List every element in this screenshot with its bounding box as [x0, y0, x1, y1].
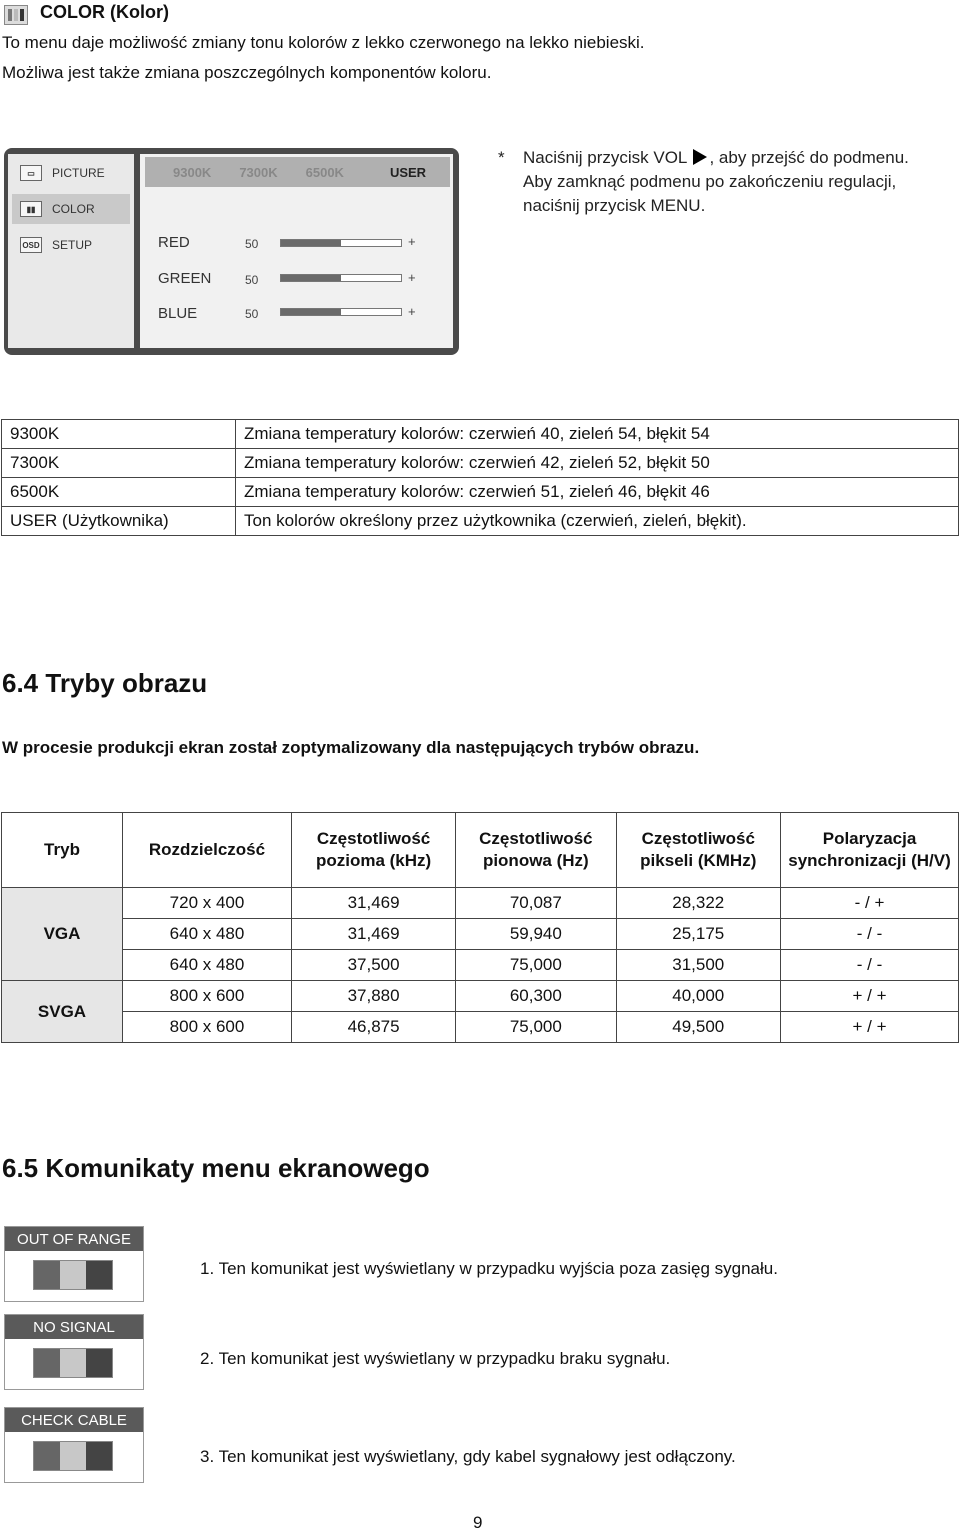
osd-message-label: OUT OF RANGE: [5, 1227, 143, 1251]
table-cell: 59,940: [456, 919, 616, 950]
color-temperature-table: [1, 419, 959, 536]
table-cell: 37,880: [292, 981, 456, 1012]
channel-bar-green: [280, 274, 402, 282]
table-cell: Zmiana temperatury kolorów: czerwień 42, zieleń 52, błękit 50: [236, 449, 959, 478]
table-cell: 75,000: [456, 1012, 616, 1043]
osd-menu-picture: [12, 158, 130, 188]
display-modes-table: [1, 812, 959, 1043]
table-row: [2, 420, 959, 449]
temp-option-selected: USER: [389, 164, 427, 180]
color-intro-line1: To menu daje możliwość zmiany tonu kolorów z lekko czerwonego na lekko niebieski.: [2, 33, 645, 52]
channel-bar-red: [280, 239, 402, 247]
section-lead: W procesie produkcji ekran został zoptymalizowany dla następujących trybów obrazu.: [2, 738, 700, 757]
table-row: [2, 449, 959, 478]
table-cell: 46,875: [292, 1012, 456, 1043]
channel-label-red: RED: [158, 234, 190, 251]
osd-menu-color: [12, 194, 130, 224]
instructions: [498, 146, 953, 218]
table-cell: 40,000: [616, 981, 781, 1012]
table-row: [2, 981, 959, 1012]
color-swatches-icon: [33, 1348, 113, 1378]
table-cell: 720 x 400: [123, 888, 292, 919]
osd-message-description: 3. Ten komunikat jest wyświetlany, gdy kabel sygnałowy jest odłączony.: [200, 1447, 736, 1466]
plus-icon: +: [408, 234, 416, 249]
table-cell: Zmiana temperatury kolorów: czerwień 40, zieleń 54, błękit 54: [236, 420, 959, 449]
picture-icon: ▭: [20, 165, 42, 181]
osd-message-description: 1. Ten komunikat jest wyświetlany w przypadku wyjścia poza zasięg sygnału.: [200, 1259, 778, 1278]
table-cell: 25,175: [616, 919, 781, 950]
osd-message-label: NO SIGNAL: [5, 1315, 143, 1339]
table-row: [2, 950, 959, 981]
channel-value-red: 50: [245, 237, 259, 251]
color-heading: COLOR (Kolor): [40, 2, 169, 22]
osd-menu-setup: [12, 230, 130, 260]
plus-icon: +: [408, 270, 416, 285]
channel-value-blue: 50: [245, 307, 259, 321]
table-cell: 31,469: [292, 919, 456, 950]
table-header: Rozdzielczość: [123, 813, 292, 888]
bullet-star: *: [498, 148, 505, 167]
channel-value-green: 50: [245, 273, 259, 287]
temp-option: 7300K: [239, 164, 278, 180]
table-cell: 640 x 480: [123, 919, 292, 950]
table-cell: 28,322: [616, 888, 781, 919]
table-cell: Ton kolorów określony przez użytkownika (czerwień, zieleń, błękit).: [236, 507, 959, 536]
table-cell: Zmiana temperatury kolorów: czerwień 51, zieleń 46, błękit 46: [236, 478, 959, 507]
instruction-press-vol: Naciśnij przycisk VOL: [523, 148, 687, 167]
mode-group-cell: VGA: [2, 888, 123, 981]
table-cell: USER (Użytkownika): [2, 507, 236, 536]
color-swatches-icon: [33, 1441, 113, 1471]
table-row: [2, 507, 959, 536]
temp-option: 6500K: [305, 164, 344, 180]
table-cell: 640 x 480: [123, 950, 292, 981]
table-cell: 31,469: [292, 888, 456, 919]
plus-icon: +: [408, 304, 416, 319]
color-bars-icon: [4, 5, 28, 25]
osd-message-label: CHECK CABLE: [5, 1408, 143, 1432]
instruction-close: Aby zamknąć podmenu po zakończeniu regulacji, naciśnij przycisk MENU.: [523, 172, 897, 215]
channel-label-green: GREEN: [158, 270, 212, 287]
table-row: [2, 919, 959, 950]
table-header-row: [2, 813, 959, 888]
table-cell: 70,087: [456, 888, 616, 919]
table-row: [2, 1012, 959, 1043]
table-cell: - / -: [781, 919, 959, 950]
table-cell: 75,000: [456, 950, 616, 981]
table-cell: 31,500: [616, 950, 781, 981]
mode-group-cell: SVGA: [2, 981, 123, 1043]
osd-menu-label: COLOR: [52, 202, 95, 216]
osd-temperature-row: [145, 157, 450, 187]
table-cell: - / -: [781, 950, 959, 981]
osd-message-no-signal: [4, 1314, 144, 1390]
section-heading-6-5: 6.5 Komunikaty menu ekranowego: [2, 1153, 430, 1183]
osd-setup-icon: OSD: [20, 237, 42, 253]
channel-label-blue: BLUE: [158, 305, 198, 322]
color-swatches-icon: [33, 1260, 113, 1290]
temp-option: 9300K: [173, 164, 212, 180]
table-cell: 37,500: [292, 950, 456, 981]
color-intro-line2: Możliwa jest także zmiana poszczególnych komponentów koloru.: [2, 63, 492, 82]
table-row: [2, 478, 959, 507]
table-header: Tryb: [2, 813, 123, 888]
section-heading-6-4: 6.4 Tryby obrazu: [2, 668, 208, 698]
osd-message-description: 2. Ten komunikat jest wyświetlany w przypadku braku sygnału.: [200, 1349, 671, 1368]
table-cell: 60,300: [456, 981, 616, 1012]
page-number: 9: [473, 1513, 483, 1532]
table-cell: + / +: [781, 981, 959, 1012]
table-cell: 800 x 600: [123, 1012, 292, 1043]
table-header: Polaryzacja synchronizacji (H/V): [781, 813, 959, 888]
table-header: Częstotliwość pikseli (KMHz): [616, 813, 781, 888]
table-header: Częstotliwość pionowa (Hz): [456, 813, 616, 888]
table-cell: 800 x 600: [123, 981, 292, 1012]
osd-message-check-cable: [4, 1407, 144, 1483]
table-cell: 6500K: [2, 478, 236, 507]
table-header: Częstotliwość pozioma (kHz): [292, 813, 456, 888]
table-row: [2, 888, 959, 919]
color-bars-icon: ▮▮: [20, 201, 42, 217]
table-cell: + / +: [781, 1012, 959, 1043]
osd-menu-label: PICTURE: [52, 166, 105, 180]
table-cell: - / +: [781, 888, 959, 919]
play-arrow-icon: [693, 149, 707, 165]
instruction-submenu: , aby przejść do podmenu.: [709, 148, 909, 167]
table-cell: 7300K: [2, 449, 236, 478]
osd-message-out-of-range: [4, 1226, 144, 1302]
table-cell: 9300K: [2, 420, 236, 449]
table-cell: 49,500: [616, 1012, 781, 1043]
osd-menu-label: SETUP: [52, 238, 93, 252]
channel-bar-blue: [280, 308, 402, 316]
